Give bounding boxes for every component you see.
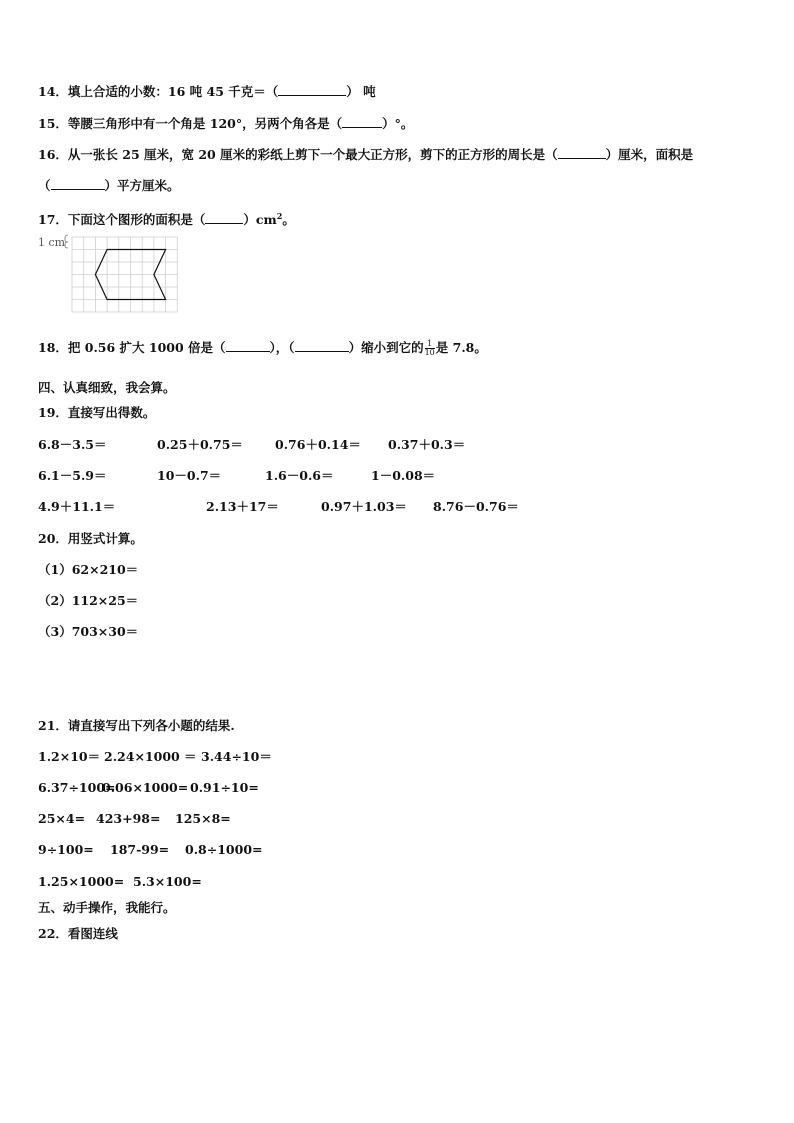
q21-r3-c2: 423+98=	[96, 811, 161, 826]
fraction-denominator: 10	[424, 348, 435, 357]
q22-title: 22．看图连线	[38, 926, 118, 941]
q19-r2-c1: 6.1－5.9＝	[38, 468, 107, 483]
q17-answer-blank[interactable]	[205, 211, 243, 224]
q19-r2-c3: 1.6－0.6＝	[265, 468, 334, 483]
q14-answer-blank[interactable]	[278, 83, 346, 96]
q18-mid2: ）缩小到它的	[348, 340, 424, 355]
q20-title: 20．用竖式计算。	[38, 531, 143, 546]
q14-prefix: 14．填上合适的小数：16 吨 45 千克＝（	[38, 84, 279, 99]
q21-r1-c1: 1.2×10＝	[38, 749, 101, 764]
q16-line1-suffix: ）厘米，面积是	[605, 147, 694, 162]
q21-r2-c2: 0.06×1000=	[102, 780, 189, 795]
q18-suffix: 是 7.8。	[435, 340, 487, 355]
q19-r3-c1: 4.9＋11.1＝	[38, 499, 116, 514]
fraction-numerator: 1	[425, 340, 435, 349]
q21-r1-c3: 3.44÷10＝	[201, 749, 272, 764]
q19-r3-c3: 0.97＋1.03＝	[321, 499, 407, 514]
q19-r1-c3: 0.76＋0.14＝	[275, 437, 361, 452]
q21-r5-c2: 5.3×100=	[133, 874, 202, 889]
q20-item-2: （2）112×25＝	[38, 593, 139, 608]
q15-prefix: 15．等腰三角形中有一个角是 120°，另两个角各是（	[38, 116, 343, 131]
q21-r4-c1: 9÷100=	[38, 842, 94, 857]
q21-r1-c2: 2.24×1000 ＝	[104, 749, 197, 764]
q19-title: 19．直接写出得数。	[38, 405, 156, 420]
q17-suffix: ）cm	[243, 212, 277, 228]
section-4-heading: 四、认真细致，我会算。	[38, 380, 176, 395]
q18-prefix: 18．把 0.56 扩大 1000 倍是（	[38, 340, 226, 355]
q16-line2-prefix: （	[38, 178, 51, 193]
q19-r3-c2: 2.13＋17＝	[206, 499, 279, 514]
question-15	[38, 115, 413, 132]
q18-mid1: ），（	[269, 340, 295, 355]
q21-r2-c1: 6.37÷100=	[38, 780, 116, 795]
q21-r5-c1: 1.25×1000=	[38, 874, 125, 889]
q15-answer-blank[interactable]	[342, 115, 382, 128]
q18-blank-1[interactable]	[226, 339, 270, 352]
unit-brace	[65, 235, 68, 248]
q20-item-1: （1）62×210＝	[38, 562, 139, 577]
q16-line2-suffix: ）平方厘米。	[104, 178, 180, 193]
grid-lines	[72, 237, 177, 312]
q16-line1-prefix: 16．从一张长 25 厘米，宽 20 厘米的彩纸上剪下一个最大正方形，剪下的正方形的周长是（	[38, 147, 558, 162]
q17-end: 。	[282, 212, 295, 228]
q16-perimeter-blank[interactable]	[558, 146, 606, 159]
q21-r3-c1: 25×4=	[38, 811, 86, 826]
q19-r2-c4: 1－0.08＝	[371, 468, 436, 483]
q19-r2-c2: 10－0.7＝	[157, 468, 222, 483]
q16-area-blank[interactable]	[51, 177, 105, 190]
q21-r3-c3: 125×8=	[175, 811, 231, 826]
q19-r1-c2: 0.25＋0.75＝	[157, 437, 243, 452]
q19-r3-c4: 8.76－0.76＝	[433, 499, 519, 514]
q17-superscript: 2	[276, 211, 283, 221]
q21-r4-c3: 0.8÷1000=	[185, 842, 263, 857]
question-14	[38, 83, 376, 100]
section-5-heading: 五、动手操作，我能行。	[38, 900, 176, 915]
q21-title: 21．请直接写出下列各小题的结果.	[38, 718, 235, 733]
fraction-one-tenth	[425, 340, 435, 357]
q20-item-3: （3）703×30＝	[38, 624, 139, 639]
q21-r2-c3: 0.91÷10=	[190, 780, 259, 795]
q17-prefix: 17．下面这个图形的面积是（	[38, 212, 206, 228]
question-17	[38, 208, 295, 228]
q14-suffix: ） 吨	[346, 84, 376, 99]
question-16-line2	[38, 177, 180, 194]
grid-unit-label: 1 cm	[38, 236, 66, 249]
q15-suffix: ）°。	[382, 116, 414, 131]
question-16-line1	[38, 146, 693, 163]
question-18	[38, 339, 487, 357]
q17-grid-figure	[64, 234, 182, 314]
q19-r1-c4: 0.37＋0.3＝	[388, 437, 466, 452]
q21-r4-c2: 187-99=	[110, 842, 170, 857]
q18-blank-2[interactable]	[295, 339, 349, 352]
q19-r1-c1: 6.8－3.5＝	[38, 437, 107, 452]
